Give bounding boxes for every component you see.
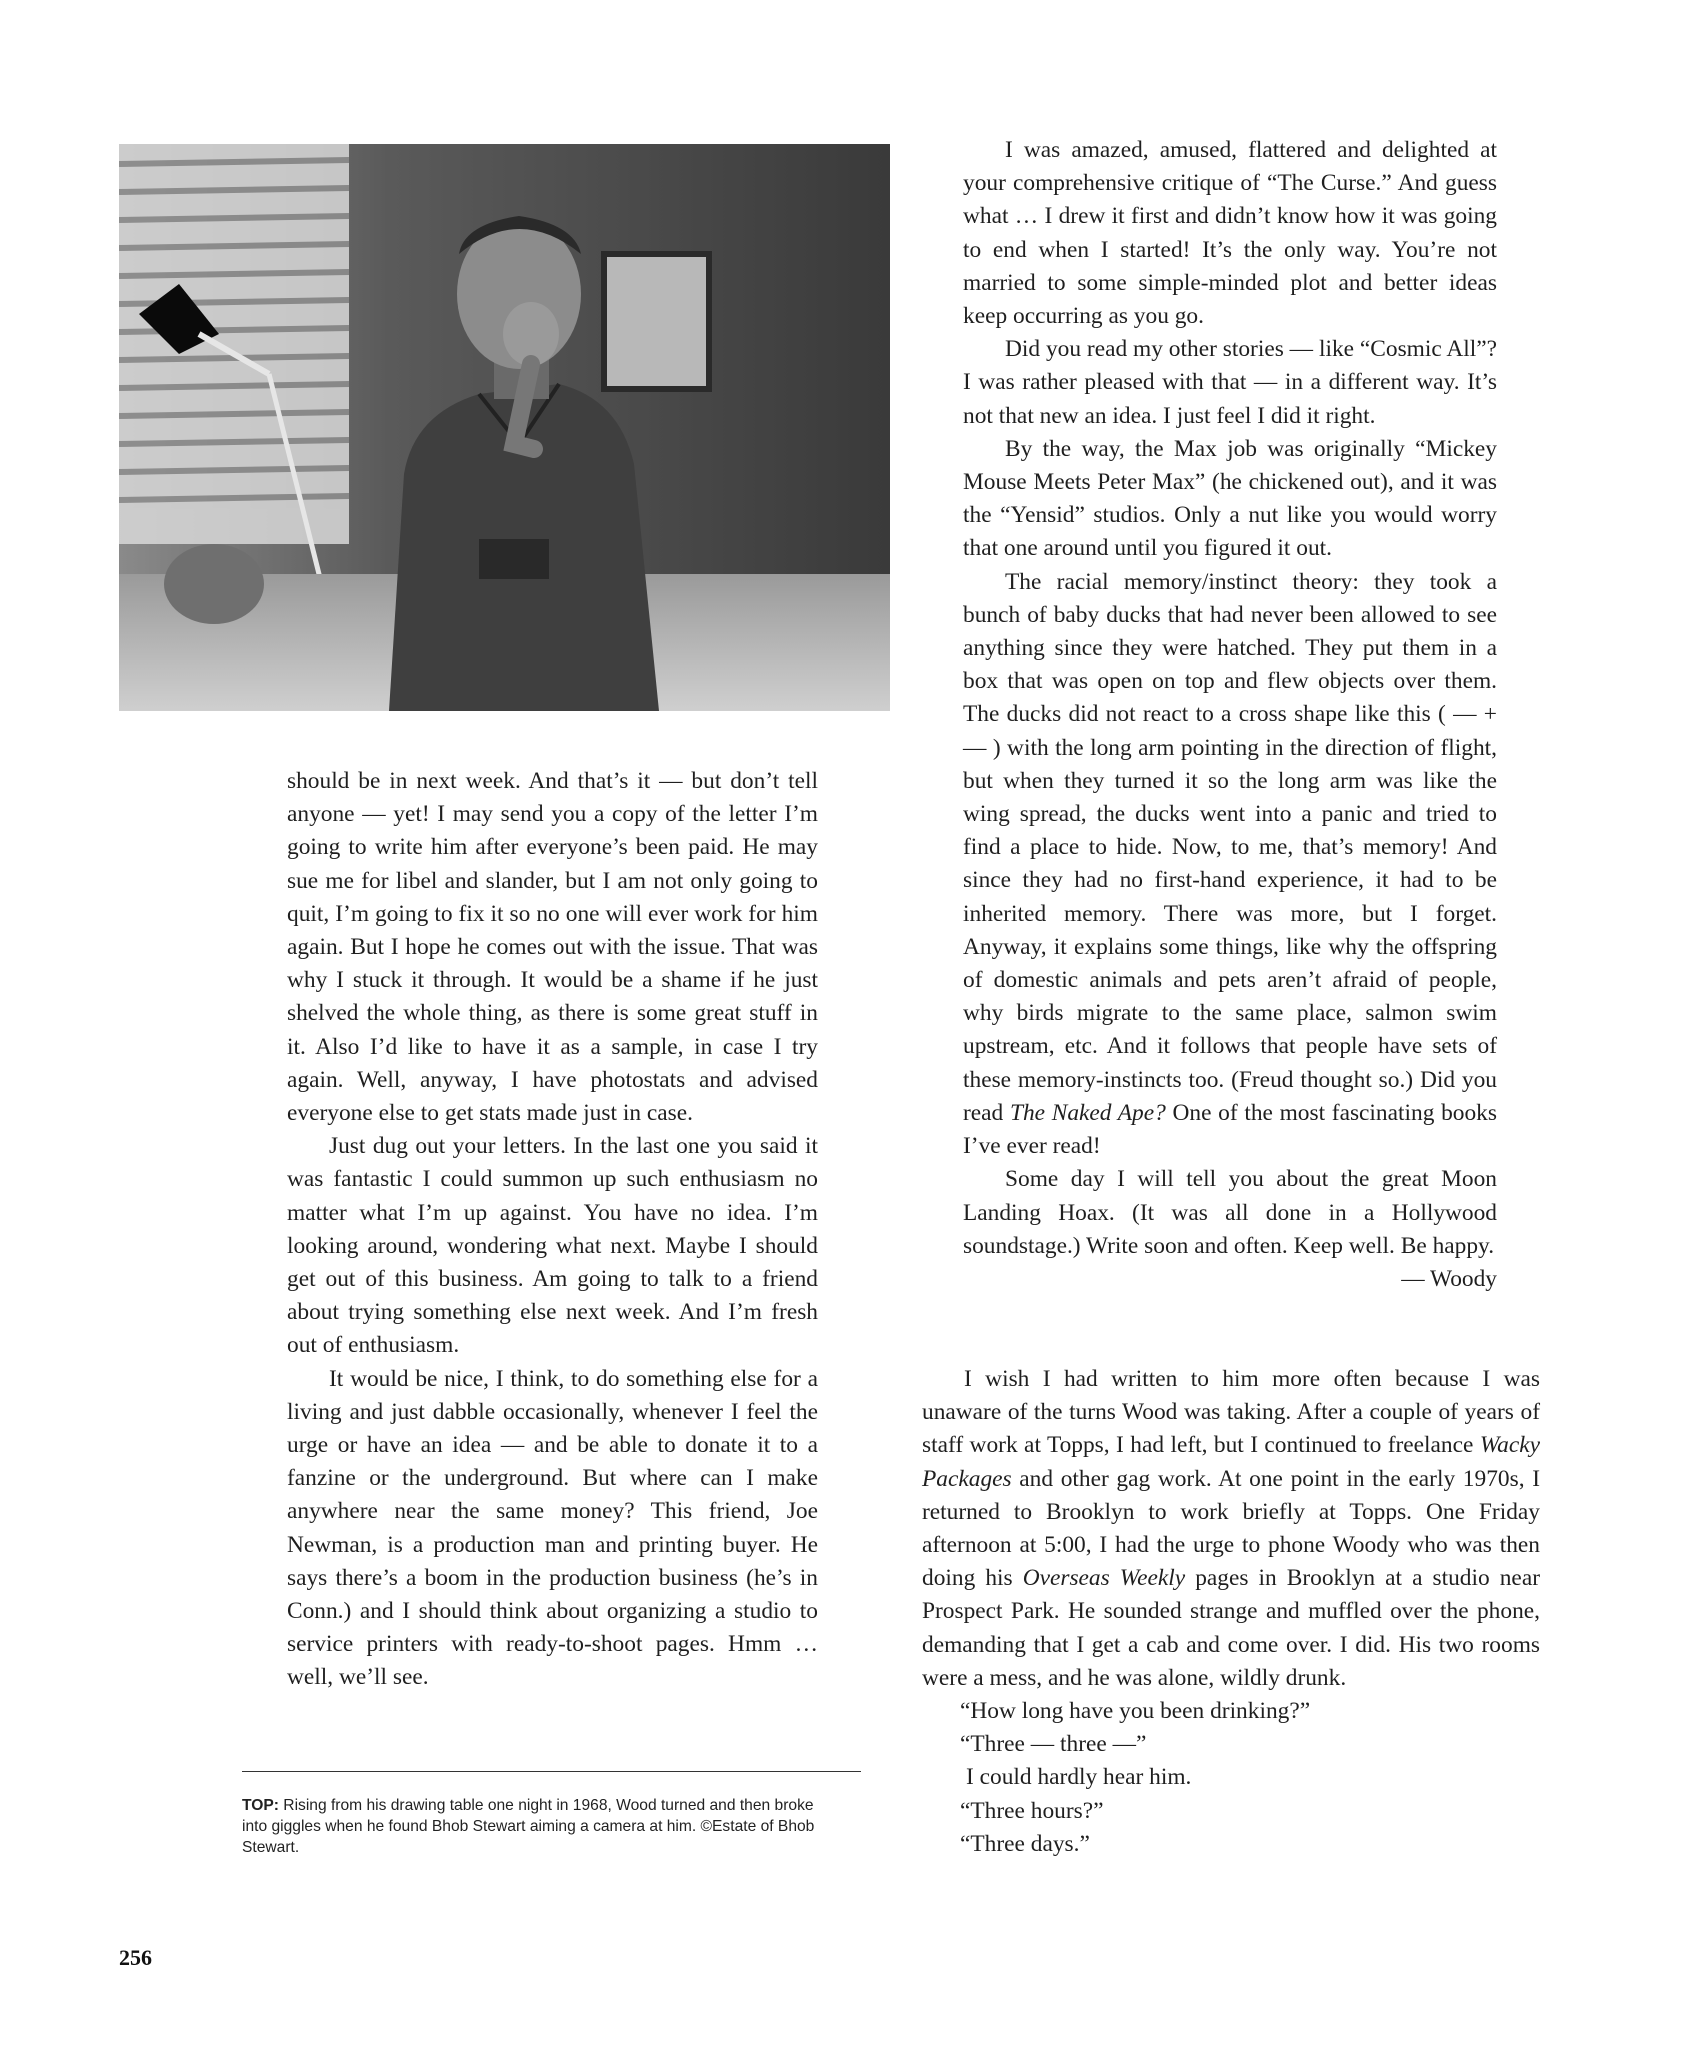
dialogue-line: “Three days.” (960, 1830, 1090, 1857)
letter-paragraph-3: By the way, the Max job was originally “Mickey Mouse Meets Peter Max” (he chickened out), and it was the “Yensid” studios. Only a nut like you would worry that one around until you figured it out. (963, 435, 1497, 562)
letter-paragraph-5: Some day I will tell you about the great Moon Landing Hoax. (It was all done in a Hollywood soundstage.) Write soon and often. Keep well. Be happy. (963, 1166, 1497, 1259)
page-number: 256 (119, 1945, 152, 1970)
left-column (287, 765, 818, 1695)
photo (119, 144, 890, 711)
letter-column (963, 134, 1497, 1296)
narrative-text-1: I wish I had written to him more often because I was unaware of the turns Wood was taking. After a couple of years of staff work at Topps, I had left, but I continued to freelance (922, 1366, 1540, 1459)
dialogue-line: “How long have you been drinking?” (960, 1698, 1311, 1725)
title-overseas-weekly: Overseas Weekly (1022, 1565, 1186, 1592)
left-paragraph-2: Just dug out your letters. In the last one you said it was fantastic I could summon up such enthusiasm no matter what I’m up against. You have no idea. I’m looking around, wondering what next. Maybe I should get out of this business. Am going to talk to a friend about trying something else next week. And I’m fresh out of enthusiasm. (287, 1133, 818, 1359)
caption-text: Rising from his drawing table one night in 1968, Wood turned and then broke into giggles when he found Bhob Stewart aiming a camera at him. ©Estate of Bhob Stewart. (242, 1797, 815, 1856)
dialogue-line: “Three — three —” (960, 1731, 1147, 1758)
photo-caption (242, 1795, 842, 1858)
letter-paragraph-4 (963, 566, 1497, 1164)
dialogue-line: I could hardly hear him. (966, 1764, 1192, 1791)
letter-paragraph-4-text: The racial memory/instinct theory: they took a bunch of baby ducks that had never been allowed to see anything since they were hatched. They put them in a box that was open on top and flew objects over them. The ducks did not react to a cross shape like this ( — + — ) with the long arm pointing in the direction of flight, but when they turned it so the long arm was like the wing spread, the ducks went into a panic and tried to find a place to hide. Now, to me, that’s memory! And since they had no first-hand experience, it had to be inherited memory. There was more, but I forget. Anyway, it explains some things, like why the offspring of domestic animals and pets aren’t afraid of people, why birds migrate to the same place, salmon swim upstream, etc. And it follows that people have sets of these memory-instincts too. (Freud thought so.) Did you read (963, 568, 1497, 1126)
caption-rule (242, 1771, 861, 1772)
letter-paragraph-4-end: One of the most fascinating books I’ve ever read! (963, 1099, 1497, 1160)
title-wacky-packages: Wacky Packages (922, 1432, 1540, 1492)
dialogue (922, 1695, 1540, 1861)
book-title-naked-ape: The Naked Ape? (1009, 1099, 1166, 1126)
letter-paragraph-2: Did you read my other stories — like “Cosmic All”? I was rather pleased with that — in a different way. It’s not that new an idea. I just feel I did it right. (963, 336, 1497, 429)
caption-lead: TOP: (242, 1797, 279, 1814)
man-laughing-photo (119, 144, 890, 711)
dialogue-line: “Three hours?” (960, 1797, 1104, 1824)
letter-signature: — Woody (1401, 1265, 1497, 1292)
narrative-column (922, 1363, 1540, 1861)
narrative-text-2: and other gag work. At one point in the early 1970s, I returned to Brooklyn to work briefly at Topps. One Friday afternoon at 5:00, I had the urge to phone Woody who was then doing his (922, 1465, 1540, 1592)
letter-paragraph-1: I was amazed, amused, flattered and delighted at your comprehensive critique of “The Curse.” And guess what … I drew it first and didn’t know how it was going to end when I started! It’s the only way. You’re not married to some simple-minded plot and better ideas keep occurring as you go. (963, 137, 1497, 330)
narrative-text-3: pages in Brooklyn at a studio near Prospect Park. He sounded strange and muffled over the phone, demanding that I get a cab and come over. I did. His two rooms were a mess, and he was alone, wildly drunk. (922, 1565, 1540, 1691)
narrative-paragraph (922, 1363, 1540, 1695)
left-paragraph-3: It would be nice, I think, to do something else for a living and just dabble occasionally, whenever I feel the urge or have an idea — and be able to donate it to a fanzine or the underground. But where can I make anywhere near the same money? This friend, Joe Newman, is a production man and printing buyer. He says there’s a boom in the production business (he’s in Conn.) and I should think about organizing a studio to service printers with ready-to-shoot pages. Hmm … well, we’ll see. (287, 1365, 818, 1691)
left-paragraph-1: should be in next week. And that’s it — but don’t tell anyone — yet! I may send you a copy of the letter I’m going to write him after everyone’s been paid. He may sue me for libel and slander, but I am not only going to quit, I’m going to fix it so no one will ever work for him again. But I hope he comes out with the issue. That was why I stuck it through. It would be a shame if he just shelved the whole thing, as there is some great stuff in it. Also I’d like to have it as a sample, in case I try again. Well, anyway, I have photostats and advised everyone else to get stats made just in case. (287, 768, 818, 1127)
